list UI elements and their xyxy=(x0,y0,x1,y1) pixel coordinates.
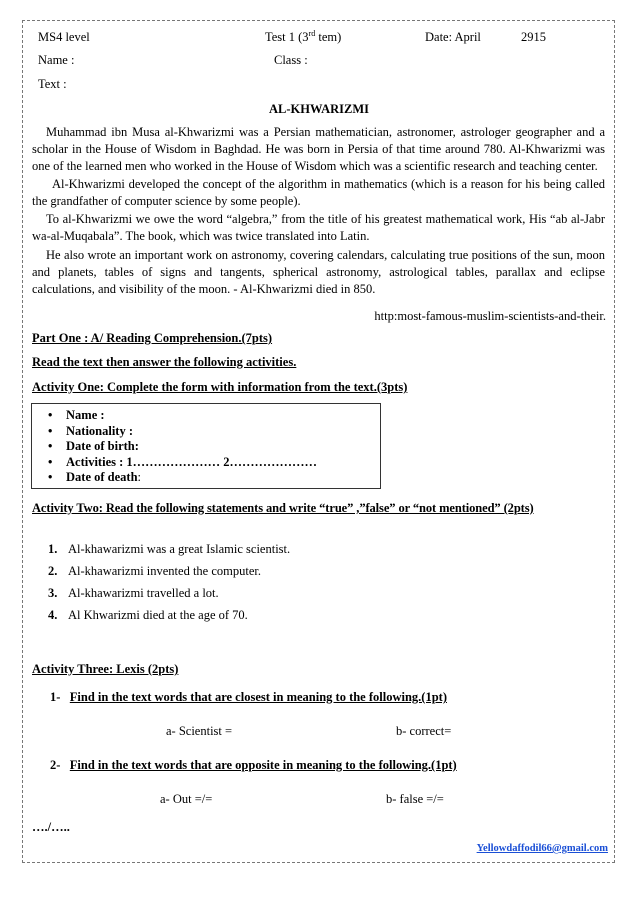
synonym-a: a- Scientist = xyxy=(166,724,233,738)
bullet-icon: • xyxy=(48,423,53,438)
statement-2: 2. Al-khawarizmi invented the computer. xyxy=(48,564,261,578)
lexis-question-1: 1- Find in the text words that are closest in meaning to the following.(1pt) xyxy=(50,690,447,704)
form-item-activities: • Activities : 1………………… 2………………… xyxy=(48,454,318,469)
class-label: Class : xyxy=(274,53,308,67)
bullet-icon: • xyxy=(48,439,53,454)
lexis-question-2: 2- Find in the text words that are opposite in meaning to the following.(1pt) xyxy=(50,758,457,772)
continue-marker: …./….. xyxy=(32,820,70,834)
statement-3: 3. Al-khawarizmi travelled a lot. xyxy=(48,586,219,600)
name-label: Name : xyxy=(38,53,75,67)
activity-two-heading: Activity Two: Read the following statements and write “true” ,”false” or “not mentioned” (2pts) xyxy=(32,501,534,515)
synonym-b: b- correct= xyxy=(396,724,452,738)
part-one-instruction: Read the text then answer the following activities. xyxy=(32,355,297,369)
year-label: 2915 xyxy=(521,30,546,44)
opposite-b: b- false =/= xyxy=(386,792,444,806)
statement-4: 4. Al Khwarizmi died at the age of 70. xyxy=(48,608,248,622)
bullet-icon: • xyxy=(48,454,53,469)
test-label: Test 1 (3rd tem) xyxy=(265,28,342,44)
form-list xyxy=(48,408,317,486)
activity-three-heading: Activity Three: Lexis (2pts) xyxy=(32,662,179,676)
form-item-birth: • Date of birth: xyxy=(48,439,139,454)
paragraph-4: He also wrote an important work on astronomy, covering calendars, calculating true positions of the sun, moon and planets, tables of signs and tangents, spherical astronomy, astrological tables, parallax and eclipse calculations, and visibility of the moon. - Al-Khwarizmi died in 850. xyxy=(32,248,605,296)
email-link[interactable]: Yellowdaffodil66@gmail.com xyxy=(476,843,608,854)
statement-1: 1. Al-khawarizmi was a great Islamic scientist. xyxy=(48,542,291,556)
bullet-icon: • xyxy=(48,470,53,485)
paragraph-1: Muhammad ibn Musa al-Khwarizmi was a Persian mathematician, astronomer, astrologer geographer and a scholar in the House of Wisdom in Baghdad. He was born in Persia of that time around 780. Al-Khwarizmi was one of the learned men who worked in the House of Wisdom which was a scientific research and teaching center. xyxy=(32,125,605,173)
opposite-a: a- Out =/= xyxy=(160,792,213,806)
paragraph-3: To al-Khwarizmi we owe the word “algebra,” from the title of his greatest mathematical work, His “ab al-Jabr wa-al-Muqabala”. The book, which was twice translated into Latin. xyxy=(32,212,605,243)
part-one-heading: Part One : A/ Reading Comprehension.(7pts) xyxy=(32,331,273,345)
text-title: AL-KHWARIZMI xyxy=(268,102,369,116)
paragraph-2: Al-Khwarizmi developed the concept of the algorithm in mathematics (which is a reason for his being called the grandfather of computer science by some people). xyxy=(32,177,605,208)
form-item-nationality: • Nationality : xyxy=(48,423,134,438)
source-citation: http:most-famous-muslim-scientists-and-their. xyxy=(374,309,606,323)
form-item-name: • Name : xyxy=(48,408,105,422)
level-label: MS4 level xyxy=(38,30,90,44)
form-item-death: • Date of death: xyxy=(48,470,141,485)
date-label: Date: April xyxy=(425,30,481,44)
activity-one-heading: Activity One: Complete the form with information from the text.(3pts) xyxy=(32,380,408,394)
text-label: Text : xyxy=(38,77,67,91)
bullet-icon: • xyxy=(48,408,53,422)
